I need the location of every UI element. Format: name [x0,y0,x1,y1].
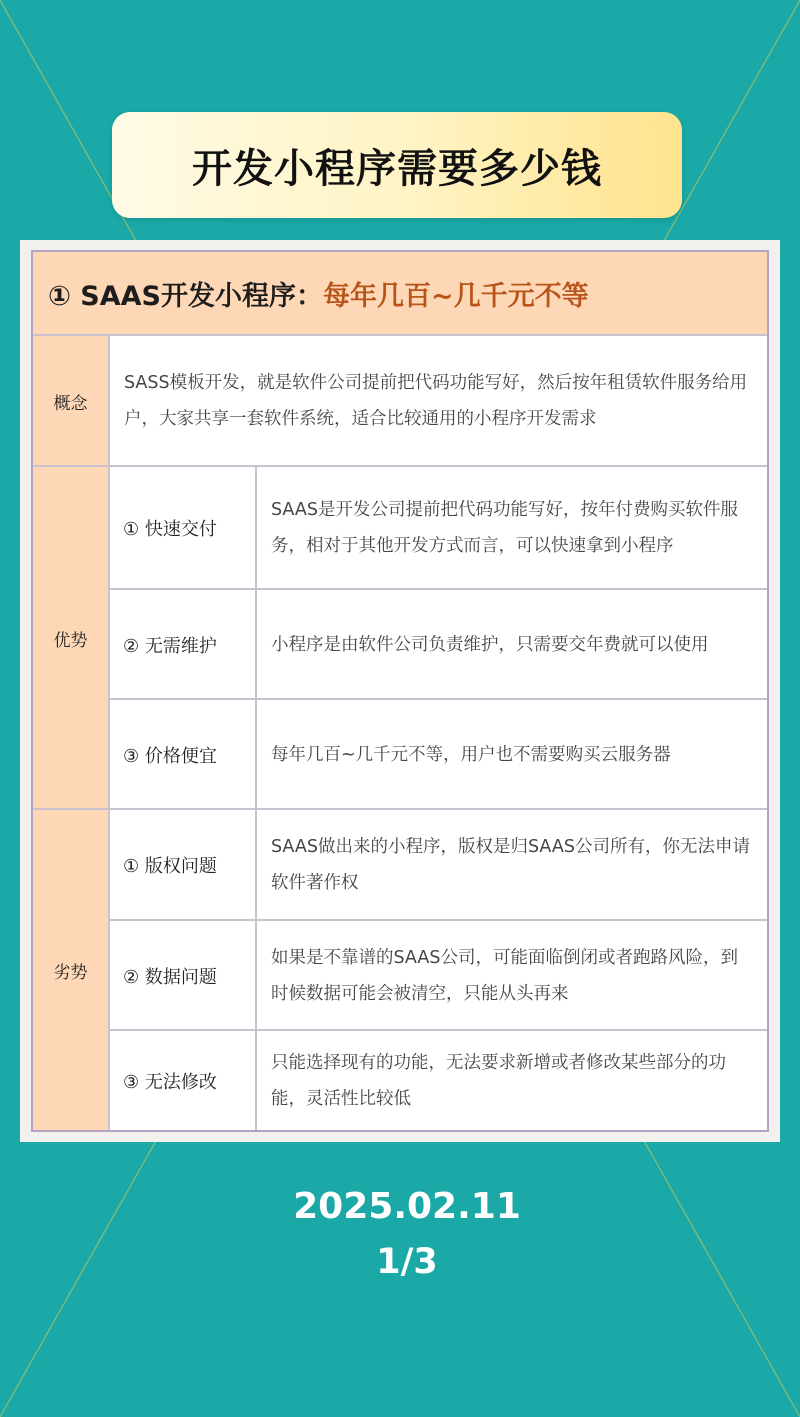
advantage-text-cell [257,467,767,589]
disadvantage-text: 只能选择现有的功能，无法要求新增或者修改某些部分的功能，灵活性比较低 [271,1052,726,1109]
concept-text: SASS模板开发，就是软件公司提前把代码功能写好，然后按年租赁软件服务给用户，大家共享一套软件系统，适合比较通用的小程序开发需求 [124,373,748,429]
advantage-title-cell [110,467,257,589]
disadvantage-text: 如果是不靠谱的SAAS公司，可能面临倒闭或者跑路风险，到时候数据可能会被清空，只能从头再来 [271,947,738,1004]
disadvantage-title-cell [110,810,257,919]
title-banner [112,112,682,218]
heading-prefix: ① SAAS开发小程序： [48,280,323,312]
disadvantage-title: ② 数据问题 [123,966,217,988]
content-card [20,240,780,1142]
disadvantage-title: ③ 无法修改 [123,1071,217,1093]
table-heading [33,252,767,336]
disadvantages-label: 劣势 [53,962,88,983]
disadvantage-title-cell [110,1031,257,1130]
advantage-title: ② 无需维护 [123,635,217,657]
concept-label: 概念 [53,393,88,414]
advantage-title: ① 快速交付 [123,519,217,540]
disadvantage-text-cell [257,921,767,1030]
page-indicator: 1/3 [376,1242,438,1282]
disadvantage-text-cell [257,1031,767,1130]
disadvantage-text: SAAS做出来的小程序，版权是归SAAS公司所有，你无法申请软件著作权 [271,836,750,893]
comparison-table [31,250,769,1132]
advantage-title: ③ 价格便宜 [123,745,217,767]
disadvantages-label-cell [33,810,110,1130]
disadvantage-title-cell [110,921,257,1030]
advantage-text: 每年几百~几千元不等，用户也不需要购买云服务器 [271,744,671,765]
advantages-label: 优势 [53,630,88,651]
advantage-text-cell [257,700,767,809]
publish-date: 2025.02.11 [293,1186,521,1227]
disadvantage-text-cell [257,810,767,919]
disadvantage-title: ① 版权问题 [123,855,217,877]
advantage-text-cell [257,590,767,699]
heading-price-range: 每年几百~几千元不等 [322,280,589,312]
page-title: 开发小程序需要多少钱 [192,145,602,192]
advantage-text: 小程序是由软件公司负责维护，只需要交年费就可以使用 [271,634,709,655]
advantage-text: SAAS是开发公司提前把代码功能写好，按年付费购买软件服务，相对于其他开发方式而言，可以快速拿到小程序 [271,500,738,556]
concept-text-cell [110,336,767,466]
advantages-label-cell [33,467,110,809]
advantage-title-cell [110,590,257,699]
advantage-title-cell [110,700,257,809]
concept-label-cell [33,336,110,466]
